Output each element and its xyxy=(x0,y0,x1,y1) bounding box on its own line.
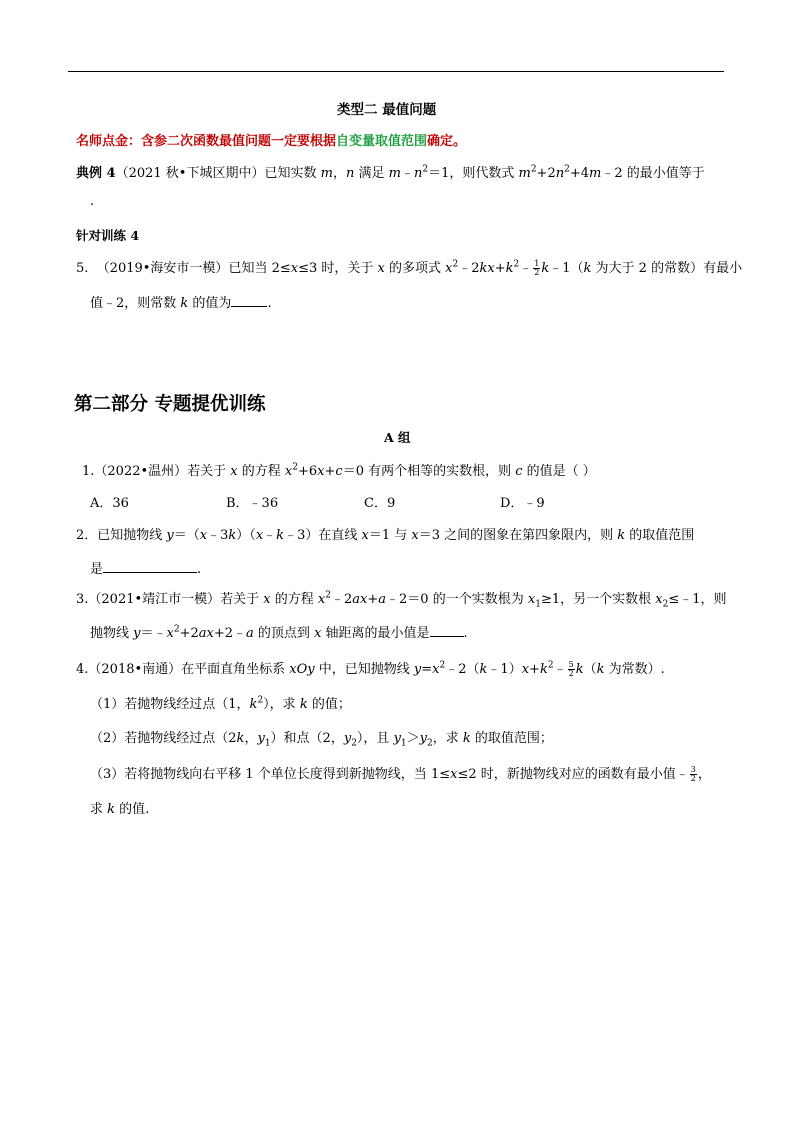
example-text: ，则代数式 xyxy=(449,166,519,181)
q5-source: （2019•海安市一模） xyxy=(96,261,229,276)
question-3-line2: 抛物线 $y=﹣x^2+2ax+2﹣a$ 的顶点到 x 轴距离的最小值是 . xyxy=(90,624,468,641)
q3-text: ，则 xyxy=(700,592,727,607)
example-4: 典例 4（2021 秋•下城区期中）已知实数 m，n 满足 $m﹣n^2=1$，则代数式 $m^2+2n^2+4m﹣2$ 的最小值等于 xyxy=(76,164,705,181)
q1-option-b[interactable]: B．﹣36 xyxy=(226,496,279,511)
tip-text-green: 自变量取值范围 xyxy=(336,134,428,149)
q3-text: 的顶点到 xyxy=(253,626,315,641)
question-3-line1: 3.（2021•靖江市一模）若关于 x 的方程 $x^2﹣2ax+a﹣2=0$ 的一个实数根为 $x_1\ge 1$，另一个实数根 $x_2\le﹣1$，则 xyxy=(76,590,727,610)
fraction-five-halves: $\frac{5}{2}$ xyxy=(568,660,574,678)
q2-text: 在直线 xyxy=(318,528,362,543)
q4-text: 求 xyxy=(90,802,108,817)
q1-text: 的值是（ ） xyxy=(522,464,596,479)
q4-text: ≤2 时，新抛物线对应的函数有最小值 xyxy=(457,767,676,782)
q2-text: . xyxy=(197,562,202,577)
section-title: 类型二 最值问题 xyxy=(337,102,437,118)
q5-text: ≤3 时，关于 xyxy=(298,261,378,276)
q3-text: 3.（2021•靖江市一模）若关于 xyxy=(76,592,264,607)
example-text: 满足 xyxy=(358,166,389,181)
q4-text: ），求 xyxy=(263,697,300,712)
q5-text: 为大于 2 的常数）有最小 xyxy=(591,261,743,276)
q2-text: 之间的图象在第四象限内，则 xyxy=(444,528,618,543)
q5-text: （ xyxy=(570,261,584,276)
part-2-title: 第二部分 专题提优训练 xyxy=(74,394,266,415)
q2-text: 的取值范围 xyxy=(625,528,695,543)
q5-text: 的值为 xyxy=(188,296,232,311)
training-label: 针对训练 4 xyxy=(76,228,140,243)
question-2-line2 xyxy=(90,560,201,579)
question-4-stem: 4.（2018•南通）在平面直角坐标系 xOy 中，已知抛物线 $y=x^2﹣2(k﹣1)x+k^2﹣$ $\frac{5}{2}$ k（k 为常数）. xyxy=(76,660,665,678)
q4-text: ， xyxy=(697,767,711,782)
q3-text: 抛物线 xyxy=(90,626,134,641)
tip-text-2: 确定。 xyxy=(427,134,467,149)
answer-blank[interactable] xyxy=(231,294,267,307)
q4-text: （3）若将抛物线向右平移 1 个单位长度得到新抛物线，当 1≤ xyxy=(90,767,451,782)
question-4-part1: （1）若抛物线经过点（1，$k^2$），求 k 的值； xyxy=(90,695,351,712)
q5-text: . xyxy=(267,296,272,311)
example-source: （2021 秋•下城区期中） xyxy=(115,166,265,181)
q1-option-d[interactable]: D．﹣9 xyxy=(500,496,545,511)
tip-label: 名师点金： xyxy=(76,134,142,149)
q4-text: （1）若抛物线经过点（1， xyxy=(90,697,250,712)
q4-text: ，求 xyxy=(432,731,463,746)
q4-text: 的值. xyxy=(115,802,150,817)
q5-num: 5. xyxy=(76,261,89,276)
question-1: 1.（2022•温州）若关于 x 的方程 $x^2+6x+c=0$ 有两个相等的实数根，则 c 的值是（ ） xyxy=(82,462,596,479)
q5-text: 值﹣2，则常数 xyxy=(90,296,181,311)
q1-text: 1.（2022•温州）若关于 xyxy=(82,464,231,479)
fraction-three-halves: $\frac{3}{2}$ xyxy=(690,765,696,783)
q3-text: 的一个实数根为 xyxy=(432,592,528,607)
q3-text: . xyxy=(463,626,468,641)
example-label: 典例 4 xyxy=(76,166,116,181)
q2-text: 与 xyxy=(394,528,412,543)
q3-text: 轴距离的最小值是 xyxy=(321,626,430,641)
example-text: 已知实数 xyxy=(264,166,321,181)
q4-text: ），且 xyxy=(356,731,394,746)
header-rule xyxy=(68,71,724,72)
question-4-part3-line2: 求 k 的值. xyxy=(90,802,150,817)
q1-option-a[interactable]: A．36 xyxy=(90,496,129,511)
q4-text: 中，已知抛物线 xyxy=(314,662,414,677)
answer-blank[interactable] xyxy=(430,624,464,637)
q5-text: 已知当 2≤ xyxy=(228,261,291,276)
question-5-line2: 值﹣2，则常数 k 的值为 . xyxy=(90,296,272,311)
q3-text: 的方程 xyxy=(270,592,318,607)
group-a-title: A 组 xyxy=(384,430,411,445)
q1-text: 有两个相等的实数根，则 xyxy=(363,464,516,479)
q4-text: （ xyxy=(583,662,597,677)
q3-text: ，另一个实数根 xyxy=(560,592,656,607)
tip-text-1: 含参二次函数最值问题一定要根据 xyxy=(141,134,337,149)
teacher-tip xyxy=(76,134,466,151)
question-5-line1: 5. （2019•海安市一模）已知当 2≤x≤3 时，关于 x 的多项式 $x^2﹣2kx+k^2﹣$ $\frac{1}{2}$ k﹣1（k 为大于 2 的常数）有最小 xyxy=(76,259,743,277)
question-4-part2: （2）若抛物线经过点（2k，$y_1$）和点（2，$y_2$），且 $y_1>y_2$，求 k 的取值范围； xyxy=(90,731,553,749)
q2-text: 2．已知抛物线 xyxy=(76,528,167,543)
answer-blank[interactable] xyxy=(103,560,197,573)
question-4-part3-line1: （3）若将抛物线向右平移 1 个单位长度得到新抛物线，当 1≤x≤2 时，新抛物线对应的函数有最小值﹣ $\frac{3}{2}$ ， xyxy=(90,765,711,783)
q4-text: （2）若抛物线经过点（2 xyxy=(90,731,237,746)
q4-text: 4.（2018•南通）在平面直角坐标系 xyxy=(76,662,290,677)
q1-option-c[interactable]: C．9 xyxy=(364,496,396,511)
example-text: 的最小值等于 xyxy=(626,166,705,181)
q5-text: 的多项式 xyxy=(384,261,446,276)
q4-text: 的值； xyxy=(307,697,351,712)
fraction-half: $\frac{1}{2}$ xyxy=(534,259,540,277)
example-answer-period: . xyxy=(90,194,95,209)
q4-text: 为常数）. xyxy=(604,662,665,677)
q4-text: 的取值范围； xyxy=(470,731,553,746)
question-2-line1: 2．已知抛物线 y＝（x﹣3k）（x﹣k﹣3）在直线 x＝1 与 x＝3 之间的图象在第四象限内，则 k 的取值范围 xyxy=(76,528,695,543)
q1-text: 的方程 xyxy=(237,464,285,479)
q4-text: ）和点（2， xyxy=(270,731,344,746)
q2-text: 是 xyxy=(90,562,104,577)
